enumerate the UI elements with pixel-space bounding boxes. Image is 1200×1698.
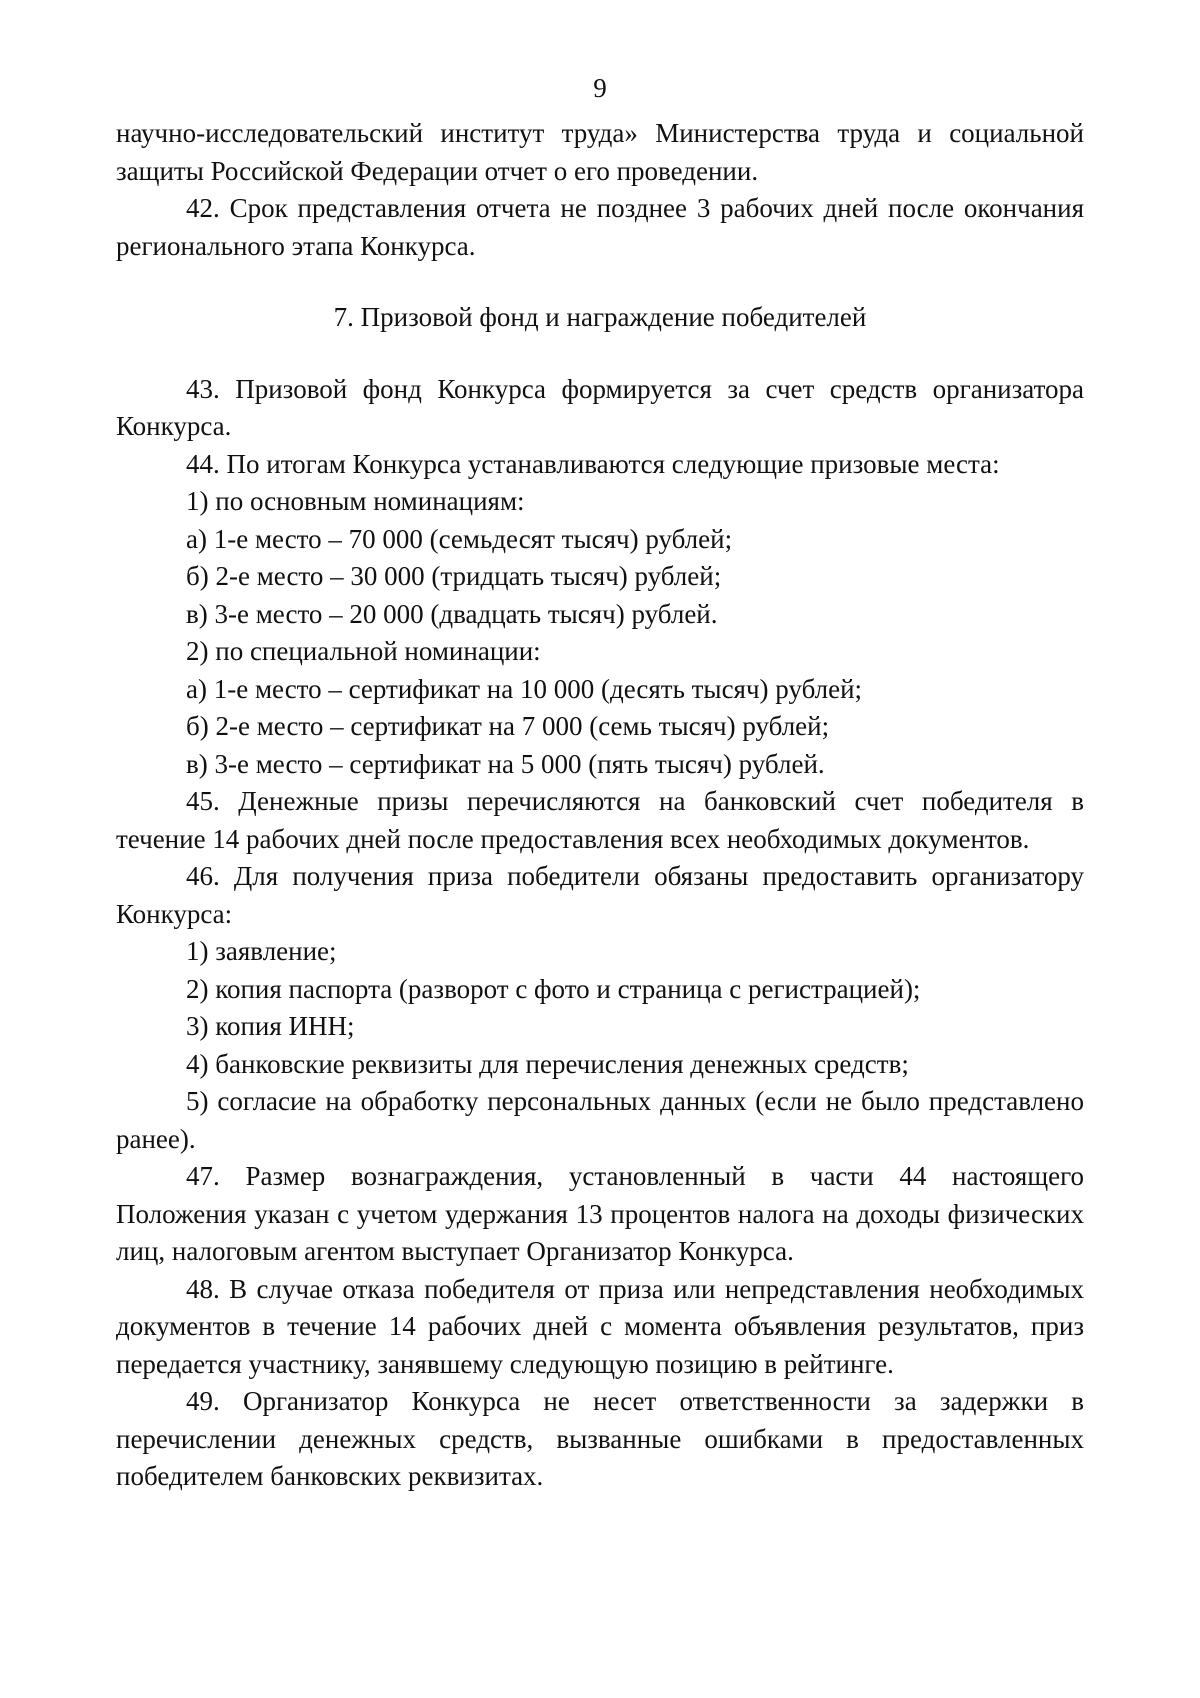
clause-43: 43. Призовой фонд Конкурса формируется за счет средств организатора Конкурса. <box>116 373 1084 441</box>
clause-46: 46. Для получения приза победители обязаны предоставить организатору Конкурса: <box>116 861 1084 929</box>
clause-47: 47. Размер вознаграждения, установленный в части 44 настоящего Положения указан с учетом удержания 13 процентов налога на доходы физических лиц, налоговым агентом выступает Организатор Конкурса. <box>116 1161 1084 1266</box>
section-heading: 7. Призовой фонд и награждение победителей <box>333 302 867 332</box>
list-item: а) 1-е место – 70 000 (семьдесят тысяч) рублей; <box>186 523 733 554</box>
list-item: в) 3-е место – 20 000 (двадцать тысяч) рублей. <box>186 598 718 629</box>
list-item: 1) заявление; <box>186 936 337 966</box>
list-item: 4) банковские реквизиты для перечисления денежных средств; <box>186 1048 909 1079</box>
page-number: 9 <box>593 73 607 103</box>
list-item: 5) согласие на обработку персональных данных (если не было представлено ранее). <box>116 1086 1084 1154</box>
document-body <box>116 115 1084 1496</box>
list-item: а) 1-е место – сертификат на 10 000 (десять тысяч) рублей; <box>186 673 863 704</box>
clause-44: 44. По итогам Конкурса устанавливаются следующие призовые места: <box>186 448 1000 479</box>
clause-49: 49. Организатор Конкурса не несет ответственности за задержки в перечислении денежных средств, вызванные ошибками в предоставленных победителем банковских реквизитах. <box>116 1386 1084 1491</box>
clause-42: 42. Срок представления отчета не позднее 3 рабочих дней после окончания регионального этапа Конкурса. <box>116 193 1084 261</box>
paragraph-continuation: научно-исследовательский институт труда» Министерства труда и социальной защиты Российской Федерации отчет о его проведении. <box>116 118 1084 186</box>
list-item: б) 2-е место – сертификат на 7 000 (семь тысяч) рублей; <box>186 711 830 741</box>
clause-48: 48. В случае отказа победителя от приза или непредставления необходимых документов в течение 14 рабочих дней с момента объявления результатов, приз передается участнику, занявшему следующую позицию в рейтинге. <box>116 1273 1084 1379</box>
list-item: 1) по основным номинациям: <box>186 486 525 516</box>
list-item: б) 2-е место – 30 000 (тридцать тысяч) рублей; <box>186 561 722 591</box>
list-item: в) 3-е место – сертификат на 5 000 (пять тысяч) рублей. <box>186 748 825 779</box>
list-item: 3) копия ИНН; <box>186 1011 355 1041</box>
clause-45: 45. Денежные призы перечисляются на банковский счет победителя в течение 14 рабочих дней после предоставления всех необходимых документов. <box>116 786 1084 854</box>
list-item: 2) по специальной номинации: <box>186 636 541 666</box>
list-item: 2) копия паспорта (разворот с фото и страница с регистрацией); <box>186 973 921 1004</box>
